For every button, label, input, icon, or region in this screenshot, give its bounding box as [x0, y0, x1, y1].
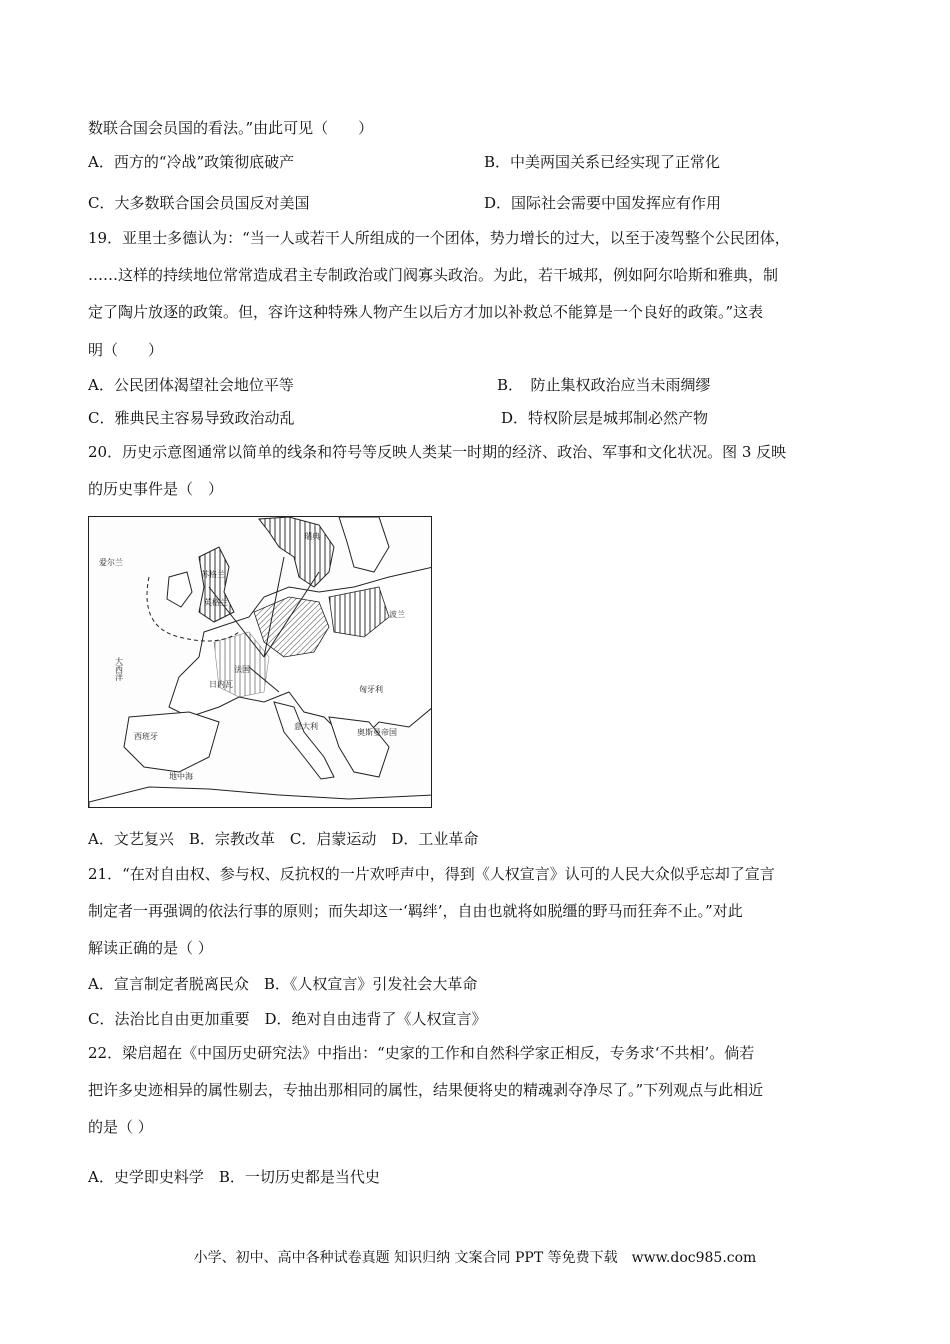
q19-line-2: ……这样的持续地位常常造成君主专制政治或门阀寡头政治。为此，若干城邦，例如阿尔哈斯和雅典，制	[88, 266, 779, 284]
finland-shape	[339, 517, 389, 572]
page-footer: 小学、初中、高中各种试卷真题 知识归纳 文案合同 PPT 等免费下载 www.doc985.com	[193, 1250, 757, 1266]
label-hungary: 匈牙利	[359, 685, 383, 694]
q21-options-cd: C．法治比自由更加重要 D．绝对自由违背了《人权宣言》	[88, 1010, 487, 1028]
q19-option-b: B． 防止集权政治应当未雨绸缪	[497, 376, 711, 394]
label-france: 法国	[234, 665, 250, 674]
q18-option-a: A．西方的“冷战”政策彻底破产	[88, 153, 295, 171]
q21-line-2: 制定者一再强调的依法行事的原则；而失却这一‘羁绊’，自由也就将如脱缰的野马而狂奔不止。”对此	[88, 902, 743, 920]
label-ottoman: 奥斯曼帝国	[357, 728, 397, 737]
balkans-shape	[329, 717, 389, 777]
scandinavia-shape	[259, 517, 334, 587]
q18-stem-end: 数联合国会员国的看法。”由此可见（ ）	[88, 119, 374, 137]
q21-options-ab: A．宣言制定者脱离民众 B．《人权宣言》引发社会大革命	[88, 975, 478, 993]
ireland-shape	[167, 572, 192, 607]
q19-option-c: C．雅典民主容易导致政治动乱	[88, 409, 295, 427]
q21-line-3: 解读正确的是（ ）	[88, 939, 213, 957]
q19-option-d: D．特权阶层是城邦制必然产物	[501, 409, 709, 427]
label-mediterranean: 地中海	[169, 772, 193, 781]
iberia-shape	[124, 712, 219, 772]
q20-line-1: 20．历史示意图通常以简单的线条和符号等反映人类某一时期的经济、政治、军事和文化状况。图 3 反映	[88, 443, 787, 461]
british-isles-shape	[199, 547, 234, 622]
q19-line-3: 定了陶片放逐的政策。但，容许这种特殊人物产生以后方才加以补救总不能算是一个良好的政策。”这表	[88, 303, 764, 321]
label-geneva: 日内瓦	[209, 680, 233, 689]
q22-options-ab: A．史学即史料学 B．一切历史都是当代史	[88, 1168, 380, 1186]
q22-line-3: 的是（ ）	[88, 1118, 153, 1136]
africa-coast	[89, 787, 432, 808]
label-atlantic: 大西洋	[114, 657, 124, 681]
label-italy: 意大利	[294, 722, 318, 731]
europe-map-svg	[89, 517, 432, 808]
label-scotland: 苏格兰	[201, 570, 225, 579]
q18-option-d: D．国际社会需要中国发挥应有作用	[484, 194, 722, 212]
label-poland: 波兰	[389, 610, 405, 619]
europe-map-figure	[88, 516, 432, 808]
q20-options: A．文艺复兴 B．宗教改革 C．启蒙运动 D．工业革命	[88, 830, 479, 848]
label-sweden: 瑞典	[304, 532, 320, 541]
label-spain: 西班牙	[134, 732, 158, 741]
q19-line-4: 明（ ）	[88, 341, 164, 359]
label-england: 英格兰	[204, 598, 228, 607]
q19-option-a: A．公民团体渴望社会地位平等	[88, 376, 294, 394]
q19-line-1: 19．亚里士多德认为：“当一人或若干人所组成的一个团体，势力增长的过大，以至于凌驾整个公民团体，	[88, 229, 790, 247]
q22-line-2: 把许多史迹相异的属性剔去，专抽出那相同的属性，结果便将史的精魂剥夺净尽了。”下列观点与此相近	[88, 1081, 764, 1099]
q18-option-b: B．中美两国关系已经实现了正常化	[484, 153, 721, 171]
label-ireland: 爱尔兰	[99, 558, 123, 567]
q21-line-1: 21．“在对自由权、参与权、反抗权的一片欢呼声中，得到《人权宣言》认可的人民大众似乎忘却了宣言	[88, 865, 775, 883]
q22-line-1: 22．梁启超在《中国历史研究法》中指出：“史家的工作和自然科学家正相反，专务求‘不共相’。倘若	[88, 1044, 755, 1062]
q18-option-c: C．大多数联合国会员国反对美国	[88, 194, 310, 212]
q20-line-2: 的历史事件是（ ）	[88, 480, 224, 498]
